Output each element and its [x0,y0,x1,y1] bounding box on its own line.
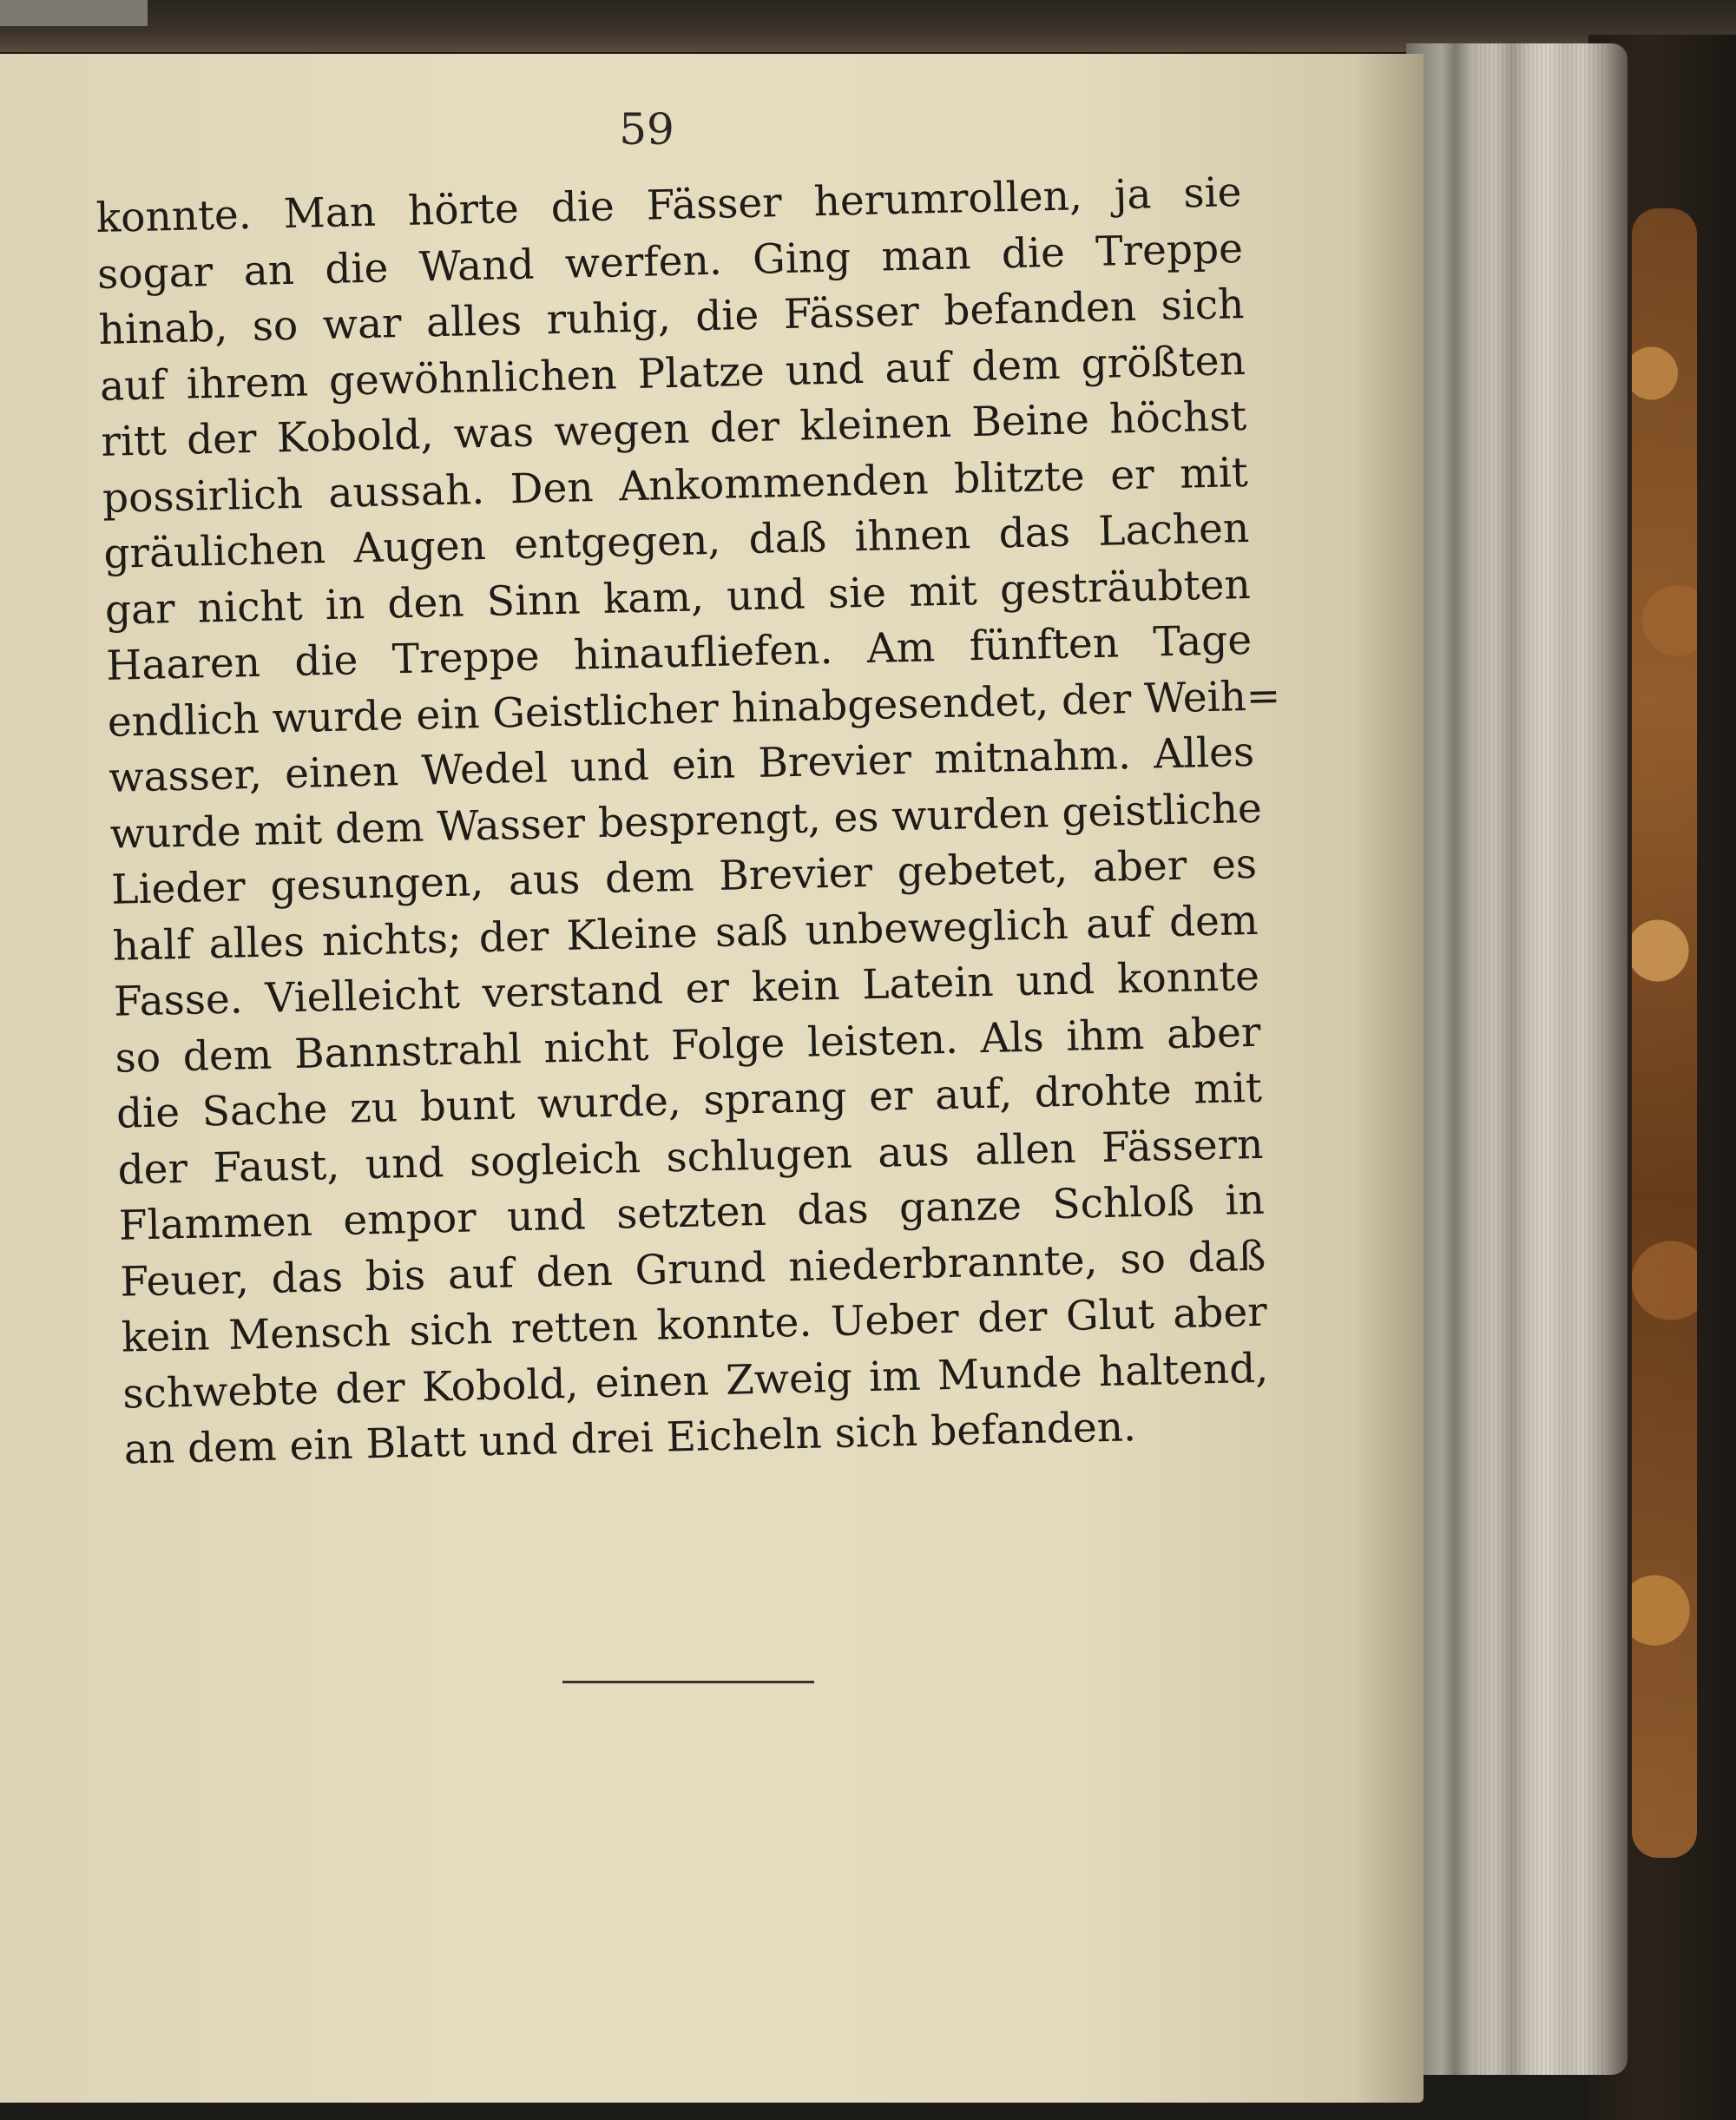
text-line: die Sache zu bunt wurde, sprang er auf, drohte mit [115,1063,1263,1138]
text-line: Haaren die Treppe hinaufliefen. Am fünften Tage [105,616,1253,690]
text-line: Lieder gesungen, aus dem Brevier gebetet, aber es [110,839,1258,914]
text-line: gar nicht in den Sinn kam, und sie mit gesträubten [104,560,1252,635]
body-text [95,165,1281,1478]
text-line: Fasse. Vielleicht verstand er kein Latein und konnte [113,951,1260,1026]
text-line: ritt der Kobold, was wegen der kleinen Beine höchst [100,392,1247,466]
text-line: konnte. Man hörte die Fässer herumrollen, ja sie [95,168,1242,242]
text-line: schwebte der Kobold, einen Zweig im Munde haltend, [122,1344,1269,1419]
text-line: endlich wurde ein Geistlicher hinabgesendet, der Weih= [107,671,1281,747]
page-edge-lines [1476,43,1606,2075]
background-corner [0,0,148,26]
text-line: so dem Bannstrahl nicht Folge leisten. Als ihm aber [115,1008,1261,1083]
text-line: kein Mensch sich retten konnte. Ueber der Glut aber [121,1287,1268,1362]
marbled-endpaper [1632,208,1697,1858]
text-line: Flammen empor und setzten das ganze Schloß in [118,1175,1266,1250]
text-line: wasser, einen Wedel und ein Brevier mitnahm. Alles [108,728,1255,802]
text-line: auf ihrem gewöhnlichen Platze und auf dem größten [99,336,1246,411]
text-line: sogar an die Wand werfen. Ging man die Treppe [96,224,1244,299]
text-line: wurde mit dem Wasser besprengt, es wurden geistliche [109,784,1263,859]
text-line: half alles nichts; der Kleine saß unbeweglich auf dem [112,896,1259,971]
text-line: an dem ein Blatt und drei Eicheln sich befanden. [123,1403,1137,1474]
text-line: Feuer, das bis auf den Grund niederbrannte, so daß [119,1232,1266,1307]
page-number: 59 [619,104,674,155]
section-rule [562,1681,814,1683]
gutter-shadow [1354,54,1424,2103]
text-line: gräulichen Augen entgegen, daß ihnen das Lachen [102,504,1250,578]
text-line: hinab, so war alles ruhig, die Fässer befanden sich [98,280,1245,354]
text-line: der Faust, und sogleich schlugen aus allen Fässern [116,1120,1264,1195]
text-line: possirlich aussah. Den Ankommenden blitzte er mit [102,448,1249,523]
